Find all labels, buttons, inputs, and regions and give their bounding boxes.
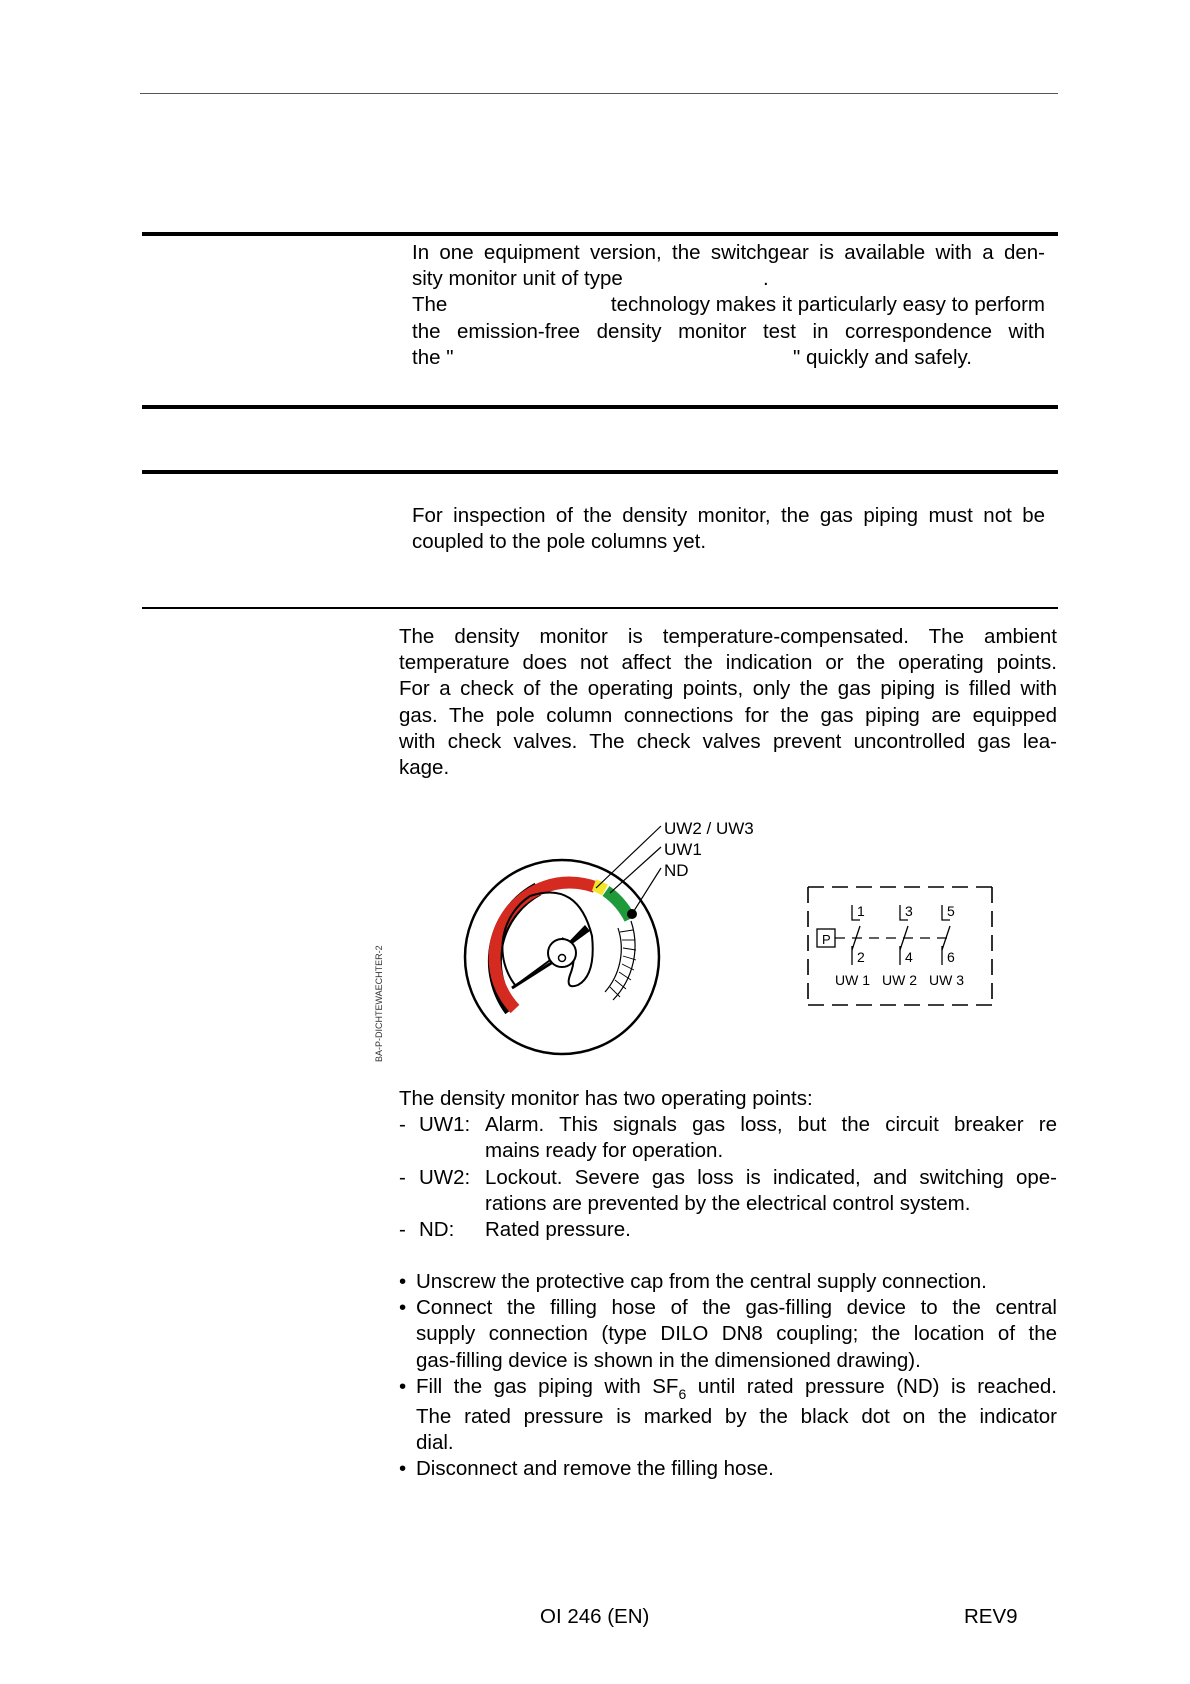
comp-line-5: with check valves. The check valves prevent uncontrolled gas lea- [399,729,1057,753]
switch-label-uw1: UW 1 [835,972,870,988]
switch-label-uw2: UW 2 [882,972,917,988]
step-2-line-3: gas-filling device is shown in the dimensioned drawing). [416,1348,921,1372]
op-key-nd: ND: [419,1217,455,1241]
step-1-text: Unscrew the protective cap from the central supply connection. [416,1270,987,1293]
op-item-uw2 [399,1165,1057,1191]
bullet: • [399,1270,407,1293]
intro-line-1: In one equipment version, the switchgear is available with a den- [412,241,1045,264]
step-1 [399,1269,1057,1295]
comp-line-6: kage. [399,756,450,780]
op-item-uw1 [399,1112,1057,1138]
step-2-line-1: Connect the filling hose of the gas-filling device to the central [416,1296,1057,1320]
dash-mark: - [399,1217,406,1241]
intro-line-5-end: " quickly and safely. [793,345,972,369]
op-text-uw1-1: Alarm. This signals gas loss, but the circuit breaker re [485,1113,1057,1137]
op-text-nd: Rated pressure. [485,1217,631,1241]
footer-doc-id: OI 246 (EN) [540,1605,650,1628]
operating-points-intro: The density monitor has two operating points: [399,1087,813,1110]
intro-line-3-end: technology makes it particularly easy to perform [610,293,1045,317]
op-text-uw2-1: Lockout. Severe gas loss is indicated, and switching ope- [485,1165,1057,1189]
dash-mark: - [399,1113,406,1137]
step-3-line-3: dial. [416,1431,454,1455]
operating-points [399,1086,1057,1243]
op-text-uw1-2: mains ready for operation. [485,1139,724,1163]
contact-num-5: 5 [947,903,955,919]
step-2 [399,1295,1057,1374]
op-text-uw2-2: rations are prevented by the electrical control system. [485,1191,971,1215]
bullet: • [399,1296,407,1320]
op-key-uw2: UW2: [419,1165,471,1189]
label-nd: ND [664,861,689,880]
bullet: • [399,1457,407,1481]
op-key-uw1: UW1: [419,1113,471,1137]
inspection-line-1: For inspection of the density monitor, the gas piping must not be [412,504,1045,527]
contact-num-1: 1 [857,903,865,919]
step-3-line-1 [416,1374,1057,1404]
comp-line-1: The density monitor is temperature-compensated. The ambient [399,625,1057,648]
step-3-post: until rated pressure (ND) is reached. [686,1374,1058,1398]
intro-period: . [763,267,769,291]
dash-mark: - [399,1165,406,1189]
procedure-steps [399,1269,1057,1482]
label-uw2-uw3: UW2 / UW3 [664,819,754,838]
op-item-uw1-cont [399,1138,1057,1164]
comp-line-3: For a check of the operating points, only the gas piping is filled with [399,677,1057,701]
gauge-hub [548,939,576,967]
inspection-line-2: coupled to the pole columns yet. [412,530,707,554]
step-4 [399,1456,1057,1482]
bullet: • [399,1374,407,1398]
sf6-subscript: 6 [678,1385,687,1402]
op-item-uw2-cont [399,1191,1057,1217]
gauge-dial [465,860,659,1054]
op-item-nd [399,1217,1057,1243]
step-3-pre: Fill the gas piping with SF [416,1374,679,1398]
contact-num-3: 3 [905,903,913,919]
pressure-label: P [822,932,831,947]
gauge-pivot [559,955,566,962]
step-3-line-2: The rated pressure is marked by the black dot on the indicator [416,1404,1057,1428]
comp-line-2: temperature does not affect the indication or the operating points. [399,651,1057,675]
step-4-text: Disconnect and remove the filling hose. [416,1457,774,1481]
intro-line-3-start: The [412,293,448,317]
intro-line-4: the emission-free density monitor test in correspondence with [412,319,1045,343]
contact-num-6: 6 [947,949,955,965]
footer-revision: REV9 [964,1605,1018,1628]
step-3 [399,1374,1057,1456]
comp-line-4: gas. The pole column connections for the gas piping are equipped [399,703,1057,727]
figure-side-label: BA-P-DICHTEWAECHTER-2 [374,945,384,1062]
intro-line-5-start: the " [412,345,454,369]
contact-num-4: 4 [905,949,913,965]
step-2-line-2: supply connection (type DILO DN8 coupling; the location of the [416,1322,1057,1346]
contact-num-2: 2 [857,949,865,965]
intro-line-2-text: sity monitor unit of type [412,267,623,291]
gauge-yellow-arc [594,885,605,890]
switch-label-uw3: UW 3 [929,972,964,988]
label-uw1: UW1 [664,840,702,859]
